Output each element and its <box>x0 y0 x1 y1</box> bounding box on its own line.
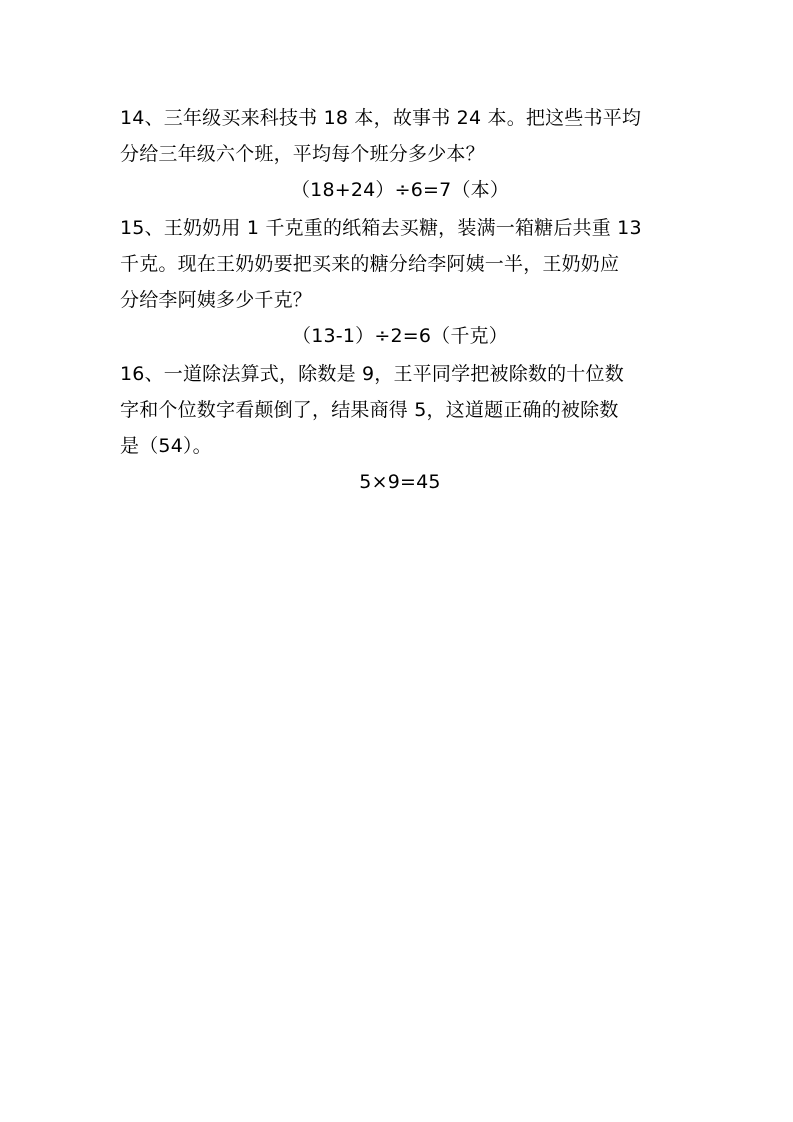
problem-16-line-3: 是（54）。 <box>120 435 212 457</box>
problem-15-answer: （13-1）÷2=6（千克） <box>292 325 508 347</box>
problem-14 <box>120 100 680 208</box>
problem-16-line-2: 字和个位数字看颠倒了，结果商得 5，这道题正确的被除数 <box>120 399 619 421</box>
problem-14-line-1: 14、三年级买来科技书 18 本，故事书 24 本。把这些书平均 <box>120 107 642 129</box>
problem-14-answer: （18+24）÷6=7（本） <box>290 179 510 201</box>
problem-list <box>120 100 680 502</box>
problem-16 <box>120 356 680 500</box>
problem-14-line-2: 分给三年级六个班，平均每个班分多少本？ <box>120 143 485 165</box>
problem-15-line-2: 千克。现在王奶奶要把买来的糖分给李阿姨一半，王奶奶应 <box>120 253 620 275</box>
problem-15-line-1: 15、王奶奶用 1 千克重的纸箱去买糖，装满一箱糖后共重 13 <box>120 217 642 239</box>
problem-16-line-1: 16、一道除法算式，除数是 9，王平同学把被除数的十位数 <box>120 363 624 385</box>
problem-15-line-3: 分给李阿姨多少千克？ <box>120 289 313 311</box>
problem-15 <box>120 210 680 354</box>
problem-16-answer: 5×9=45 <box>359 471 441 493</box>
